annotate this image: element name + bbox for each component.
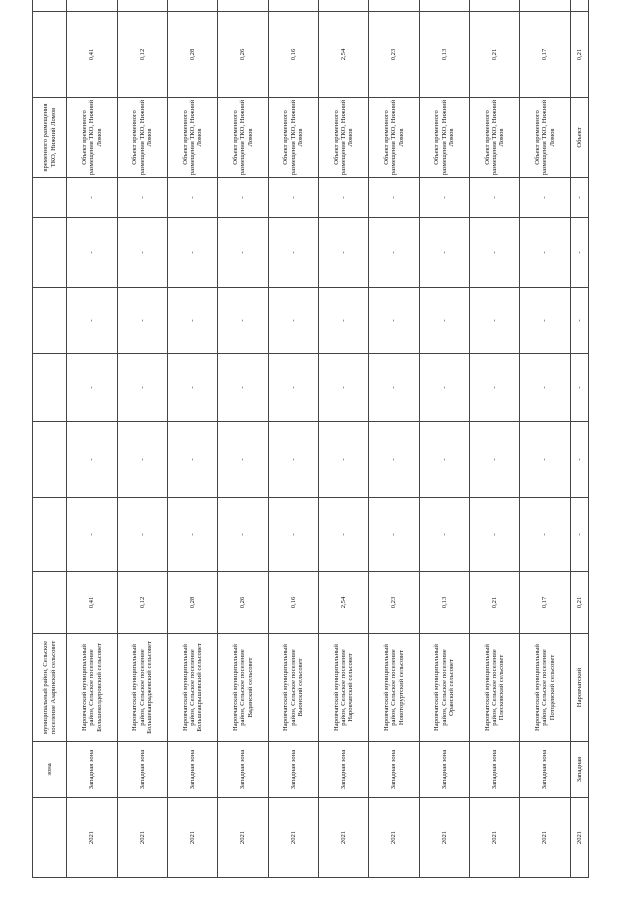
- cell-zone: Западная зона: [520, 742, 570, 798]
- cell-c3: -: [167, 422, 217, 498]
- cell-total: [167, 0, 217, 12]
- cell-c6: [33, 218, 67, 288]
- cell-c7: [33, 178, 67, 218]
- cell-c7: -: [67, 178, 117, 218]
- cell-c2: -: [117, 498, 167, 572]
- cell-zone: Западная зона: [419, 742, 469, 798]
- cell-c1: 0,23: [369, 572, 419, 634]
- cell-year: 2021: [520, 798, 570, 878]
- waste-table: [32, 0, 589, 878]
- cell-year: 2021: [268, 798, 318, 878]
- cell-c6: -: [520, 218, 570, 288]
- cell-zone: Западная зона: [369, 742, 419, 798]
- cell-c5: -: [369, 288, 419, 354]
- cell-district: Наровчатский муниципальный район, Сельское поселение Оранский сельсовет: [419, 634, 469, 742]
- cell-district: Наровчатский муниципальный район, Сельское поселение Вадинский сельсовет: [218, 634, 268, 742]
- cell-district: Наровчатский муниципальный район, Сельское поселение Плесковский сельсовет: [470, 634, 520, 742]
- cell-c6: -: [570, 218, 588, 288]
- cell-c1: 0,41: [67, 572, 117, 634]
- cell-c4: -: [369, 354, 419, 422]
- cell-c6: -: [470, 218, 520, 288]
- cell-district: Наровчатский муниципальный район, Сельское поселение Большекавраджевский сельсовет: [117, 634, 167, 742]
- cell-object: Объект временного размещения ТКО, Нижний Ломов: [520, 98, 570, 178]
- cell-c5: -: [117, 288, 167, 354]
- cell-c3: -: [369, 422, 419, 498]
- cell-c3: -: [218, 422, 268, 498]
- cell-c3: -: [67, 422, 117, 498]
- cell-total: [319, 0, 369, 12]
- cell-c2: -: [419, 498, 469, 572]
- cell-c7: -: [268, 178, 318, 218]
- cell-c1: 0,17: [520, 572, 570, 634]
- cell-c2: [33, 498, 67, 572]
- cell-district: Наровчатский муниципальный район, Сельское поселение Вьюнский сельсовет: [268, 634, 318, 742]
- cell-c4: -: [268, 354, 318, 422]
- cell-c7: -: [419, 178, 469, 218]
- cell-district: Наровчатский муниципальный район, Сельское поселение Новоторуртский сельсовет: [369, 634, 419, 742]
- cell-share: 0,16: [268, 12, 318, 98]
- cell-year: 2021: [319, 798, 369, 878]
- cell-c6: -: [167, 218, 217, 288]
- cell-c4: [33, 354, 67, 422]
- cell-c1: 0,21: [570, 572, 588, 634]
- cell-share: 0,23: [369, 12, 419, 98]
- cell-c5: -: [570, 288, 588, 354]
- cell-object: Объект временного размещения ТКО, Нижний Ломов: [419, 98, 469, 178]
- cell-c2: -: [570, 498, 588, 572]
- cell-c2: -: [520, 498, 570, 572]
- cell-object: временного размещения ТКО, Нижний Ломов: [33, 98, 67, 178]
- table-row: [520, 0, 570, 878]
- table-row: [67, 0, 117, 878]
- cell-year: 2021: [117, 798, 167, 878]
- cell-c2: -: [167, 498, 217, 572]
- cell-c4: -: [419, 354, 469, 422]
- cell-c4: -: [470, 354, 520, 422]
- cell-year: 2021: [470, 798, 520, 878]
- cell-c1: [33, 572, 67, 634]
- rotated-page: [32, 25, 589, 878]
- cell-zone: зона: [33, 742, 67, 798]
- cell-total: [33, 0, 67, 12]
- cell-c5: -: [520, 288, 570, 354]
- cell-c3: -: [520, 422, 570, 498]
- cell-year: 2021: [419, 798, 469, 878]
- cell-c4: -: [117, 354, 167, 422]
- cell-c4: -: [319, 354, 369, 422]
- cell-year: 2021: [67, 798, 117, 878]
- cell-share: 0,26: [218, 12, 268, 98]
- cell-year: 2021: [369, 798, 419, 878]
- cell-c6: -: [419, 218, 469, 288]
- cell-c4: -: [570, 354, 588, 422]
- table-row: [470, 0, 520, 878]
- cell-c2: -: [319, 498, 369, 572]
- cell-c5: -: [268, 288, 318, 354]
- table-row: [33, 0, 67, 878]
- cell-zone: Западная зона: [167, 742, 217, 798]
- cell-c2: -: [369, 498, 419, 572]
- cell-object: Объект временного размещения ТКО, Нижний Ломов: [167, 98, 217, 178]
- cell-object: Объект временного размещения ТКО, Нижний Ломов: [319, 98, 369, 178]
- cell-total: [67, 0, 117, 12]
- cell-share: 2,54: [319, 12, 369, 98]
- cell-year: [33, 798, 67, 878]
- cell-total: [218, 0, 268, 12]
- cell-c6: -: [369, 218, 419, 288]
- cell-c7: -: [218, 178, 268, 218]
- cell-total: [268, 0, 318, 12]
- cell-c1: 0,21: [470, 572, 520, 634]
- cell-share: 0,21: [470, 12, 520, 98]
- cell-district: Наровчатский: [570, 634, 588, 742]
- cell-district: муниципальный район, Сельское поселение Азаринский сельсовет: [33, 634, 67, 742]
- cell-c1: 0,12: [117, 572, 167, 634]
- cell-c5: -: [419, 288, 469, 354]
- cell-c4: -: [167, 354, 217, 422]
- cell-total: [419, 0, 469, 12]
- cell-c6: -: [268, 218, 318, 288]
- cell-c6: -: [218, 218, 268, 288]
- table-row: [369, 0, 419, 878]
- cell-c3: -: [117, 422, 167, 498]
- cell-district: Наровчатский муниципальный район, Сельское поселение Большеколдеровский сельсовет: [67, 634, 117, 742]
- cell-c7: -: [117, 178, 167, 218]
- table-row: [268, 0, 318, 878]
- cell-c5: -: [470, 288, 520, 354]
- cell-c3: -: [319, 422, 369, 498]
- cell-object: Объект временного размещения ТКО, Нижний Ломов: [369, 98, 419, 178]
- cell-zone: Западная зона: [319, 742, 369, 798]
- cell-year: 2021: [218, 798, 268, 878]
- cell-zone: Западная зона: [218, 742, 268, 798]
- cell-share: 0,28: [167, 12, 217, 98]
- cell-object: Объект временного размещения ТКО, Нижний Ломов: [67, 98, 117, 178]
- cell-object: Объект временного размещения ТКО, Нижний Ломов: [470, 98, 520, 178]
- cell-share: [33, 12, 67, 98]
- cell-c2: -: [218, 498, 268, 572]
- cell-object: Объект временного размещения ТКО, Нижний Ломов: [268, 98, 318, 178]
- cell-c5: -: [167, 288, 217, 354]
- cell-zone: Западная: [570, 742, 588, 798]
- cell-c1: 0,26: [218, 572, 268, 634]
- table-row: [419, 0, 469, 878]
- cell-c3: -: [570, 422, 588, 498]
- cell-year: 2021: [570, 798, 588, 878]
- table-row: [570, 0, 588, 878]
- cell-c2: -: [470, 498, 520, 572]
- cell-c2: -: [67, 498, 117, 572]
- cell-c3: -: [268, 422, 318, 498]
- table-body: [33, 0, 589, 878]
- cell-share: 0,21: [570, 12, 588, 98]
- cell-c2: -: [268, 498, 318, 572]
- cell-c6: -: [319, 218, 369, 288]
- cell-c3: -: [419, 422, 469, 498]
- cell-share: 0,13: [419, 12, 469, 98]
- cell-object: Объект временного размещения ТКО, Нижний Ломов: [218, 98, 268, 178]
- table-row: [167, 0, 217, 878]
- table-row: [319, 0, 369, 878]
- cell-c5: -: [218, 288, 268, 354]
- cell-c1: 2,54: [319, 572, 369, 634]
- cell-c7: -: [470, 178, 520, 218]
- cell-c1: 0,13: [419, 572, 469, 634]
- cell-total: [470, 0, 520, 12]
- cell-share: 0,12: [117, 12, 167, 98]
- cell-c6: -: [117, 218, 167, 288]
- cell-district: Наровчатский муниципальный район, Сельское поселение Потодевский сельсовет: [520, 634, 570, 742]
- cell-c3: [33, 422, 67, 498]
- cell-c7: -: [319, 178, 369, 218]
- cell-object: Объект временного размещения ТКО, Нижний Ломов: [117, 98, 167, 178]
- cell-c1: 0,16: [268, 572, 318, 634]
- cell-c7: -: [520, 178, 570, 218]
- cell-zone: Западная зона: [268, 742, 318, 798]
- cell-c7: -: [167, 178, 217, 218]
- cell-c6: -: [67, 218, 117, 288]
- table-row: [218, 0, 268, 878]
- cell-zone: Западная зона: [470, 742, 520, 798]
- cell-c1: 0,28: [167, 572, 217, 634]
- cell-c4: -: [218, 354, 268, 422]
- cell-share: 0,41: [67, 12, 117, 98]
- cell-district: Наровчатский муниципальный район, Сельское поселение Наровчатский сельсовет: [319, 634, 369, 742]
- cell-c4: -: [67, 354, 117, 422]
- cell-year: 2021: [167, 798, 217, 878]
- table-row: [117, 0, 167, 878]
- cell-c5: -: [319, 288, 369, 354]
- cell-total: [369, 0, 419, 12]
- cell-object: Объект: [570, 98, 588, 178]
- cell-c5: [33, 288, 67, 354]
- cell-zone: Западная зона: [67, 742, 117, 798]
- cell-c7: -: [570, 178, 588, 218]
- cell-c5: -: [67, 288, 117, 354]
- cell-c4: -: [520, 354, 570, 422]
- cell-total: [570, 0, 588, 12]
- cell-share: 0,17: [520, 12, 570, 98]
- cell-c7: -: [369, 178, 419, 218]
- cell-c3: -: [470, 422, 520, 498]
- cell-district: Наровчатский муниципальный район, Сельское поселение Большеакрышевский сельсовет: [167, 634, 217, 742]
- cell-total: [520, 0, 570, 12]
- cell-total: [117, 0, 167, 12]
- cell-zone: Западная зона: [117, 742, 167, 798]
